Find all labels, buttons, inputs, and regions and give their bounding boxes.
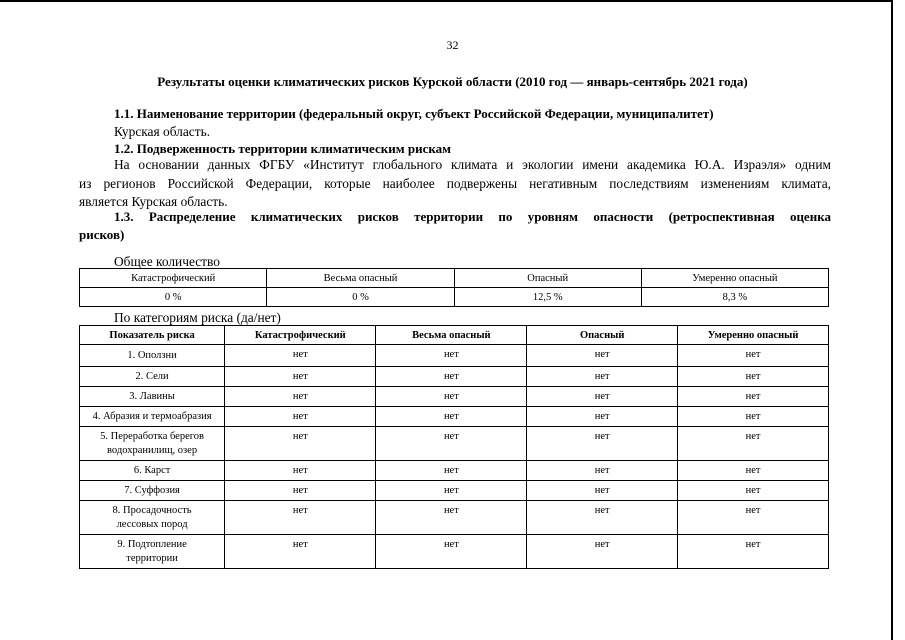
summary-header-cell: Весьма опасный	[267, 269, 454, 288]
risk-name-line: территории	[126, 552, 178, 564]
risk-name-line: 8. Просадочность	[112, 504, 192, 516]
risk-value-cell: нет	[376, 367, 527, 387]
summary-table	[79, 268, 829, 307]
risk-value-cell: нет	[225, 427, 376, 461]
table-row	[80, 367, 829, 387]
risk-value-cell: нет	[678, 367, 829, 387]
table-row	[80, 345, 829, 367]
risk-name-cell: 7. Суффозия	[80, 481, 225, 501]
risk-value-cell: нет	[225, 481, 376, 501]
summary-value-cell: 12,5 %	[454, 288, 641, 307]
risk-value-cell: нет	[527, 367, 678, 387]
section-1-2-heading: 1.2. Подверженность территории климатическим рискам	[114, 141, 451, 156]
risk-value-cell: нет	[678, 407, 829, 427]
risk-name-cell	[80, 501, 225, 535]
document-title: Результаты оценки климатических рисков Курской области (2010 год — январь-сентябрь 2021 года)	[157, 74, 748, 89]
summary-value-row	[80, 288, 829, 307]
risk-value-cell: нет	[225, 345, 376, 367]
summary-header-cell: Опасный	[454, 269, 641, 288]
risk-value-cell: нет	[527, 501, 678, 535]
risk-value-cell: нет	[678, 501, 829, 535]
categories-header-cell: Умеренно опасный	[678, 326, 829, 345]
risk-name-cell: 3. Лавины	[80, 387, 225, 407]
table-row	[80, 501, 829, 535]
table-row	[80, 407, 829, 427]
risk-value-cell: нет	[527, 345, 678, 367]
risk-value-cell: нет	[225, 407, 376, 427]
risk-value-cell: нет	[678, 535, 829, 569]
summary-header-row	[80, 269, 829, 288]
risk-value-cell: нет	[225, 461, 376, 481]
risk-value-cell: нет	[376, 481, 527, 501]
categories-header-row	[80, 326, 829, 345]
summary-header-cell: Умеренно опасный	[641, 269, 828, 288]
categories-header-cell: Показатель риска	[80, 326, 225, 345]
categories-header-cell: Весьма опасный	[376, 326, 527, 345]
risk-value-cell: нет	[376, 501, 527, 535]
section-1-2-line-1: На основании данных ФГБУ «Институт глобального климата и экологии имени академика Ю.А. Израэля» одним	[114, 157, 831, 172]
risk-value-cell: нет	[225, 367, 376, 387]
risk-value-cell: нет	[678, 345, 829, 367]
table-row	[80, 461, 829, 481]
risk-value-cell: нет	[678, 427, 829, 461]
risk-name-cell: 1. Оползни	[80, 345, 225, 367]
risk-value-cell: нет	[527, 427, 678, 461]
categories-table	[79, 325, 829, 569]
risk-name-cell: 4. Абразия и термоабразия	[80, 407, 225, 427]
risk-value-cell: нет	[376, 345, 527, 367]
table-row	[80, 387, 829, 407]
risk-value-cell: нет	[527, 387, 678, 407]
risk-name-line: 5. Переработка берегов	[100, 430, 205, 442]
categories-header-cell: Катастрофический	[225, 326, 376, 345]
summary-value-cell: 0 %	[80, 288, 267, 307]
summary-value-cell: 8,3 %	[641, 288, 828, 307]
section-1-2-line-3: является Курская область.	[79, 194, 228, 209]
risk-value-cell: нет	[376, 427, 527, 461]
risk-name-line: водохранилищ, озер	[107, 444, 198, 456]
risk-value-cell: нет	[678, 461, 829, 481]
table-row	[80, 535, 829, 569]
risk-value-cell: нет	[678, 481, 829, 501]
section-1-2-line-2: из регионов Российской Федерации, которые наиболее подвержены негативным последствиям изменениям климата,	[79, 176, 831, 191]
risk-value-cell: нет	[225, 501, 376, 535]
table-row	[80, 481, 829, 501]
risk-name-cell	[80, 427, 225, 461]
summary-value-cell: 0 %	[267, 288, 454, 307]
risk-value-cell: нет	[527, 535, 678, 569]
risk-value-cell: нет	[678, 387, 829, 407]
page-number: 32	[446, 38, 459, 52]
risk-value-cell: нет	[225, 535, 376, 569]
summary-caption: Общее количество	[114, 254, 220, 269]
risk-name-cell: 6. Карст	[80, 461, 225, 481]
summary-header-cell: Катастрофический	[80, 269, 267, 288]
risk-value-cell: нет	[376, 461, 527, 481]
risk-name-cell: 2. Сели	[80, 367, 225, 387]
risk-value-cell: нет	[225, 387, 376, 407]
section-1-3-heading-line-1: 1.3. Распределение климатических рисков территории по уровням опасности (ретроспективная оценка	[114, 209, 831, 224]
risk-name-line: 9. Подтопление	[117, 538, 187, 550]
risk-value-cell: нет	[527, 407, 678, 427]
risk-value-cell: нет	[376, 387, 527, 407]
risk-value-cell: нет	[376, 407, 527, 427]
section-1-1-heading: 1.1. Наименование территории (федеральный округ, субъект Российской Федерации, муниципалитет)	[114, 106, 714, 121]
categories-header-cell: Опасный	[527, 326, 678, 345]
risk-value-cell: нет	[376, 535, 527, 569]
table-row	[80, 427, 829, 461]
section-1-1-text: Курская область.	[114, 124, 211, 139]
categories-caption: По категориям риска (да/нет)	[114, 310, 281, 325]
risk-value-cell: нет	[527, 481, 678, 501]
risk-value-cell: нет	[527, 461, 678, 481]
risk-name-line: лессовых пород	[116, 518, 188, 530]
section-1-3-heading-line-2: рисков)	[79, 227, 125, 242]
risk-name-cell	[80, 535, 225, 569]
